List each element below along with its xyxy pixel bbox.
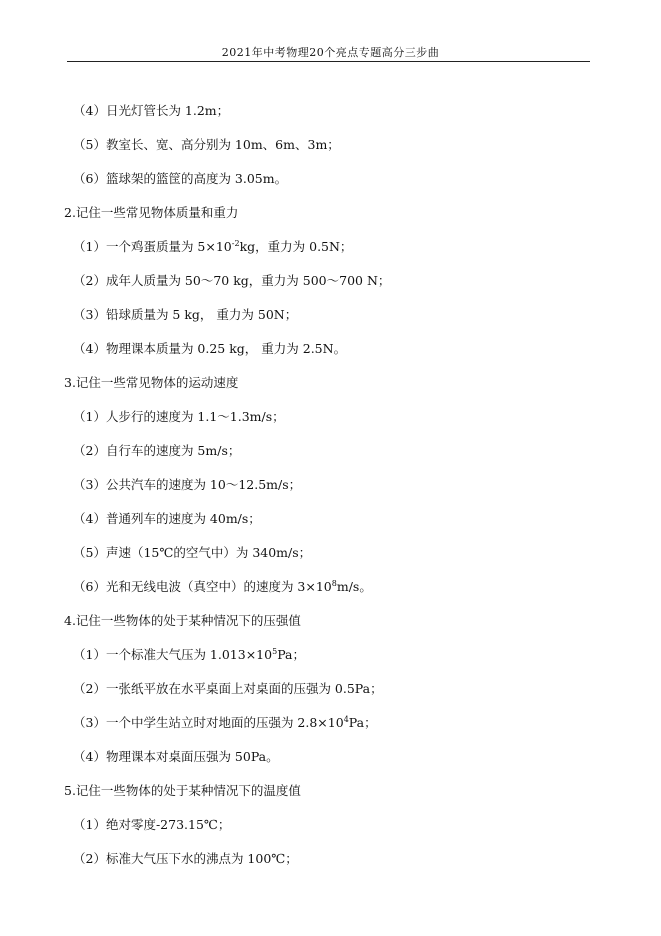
- list-item: （2）标准大气压下水的沸点为 100℃；: [73, 851, 298, 866]
- text-run: kg，重力为 0.5N；: [239, 239, 353, 254]
- list-item: [73, 239, 352, 255]
- text-run: （1）一个标准大气压为 1.013×10: [73, 647, 273, 662]
- text-run: Pa；: [348, 715, 377, 730]
- superscript: 8: [331, 578, 337, 588]
- section-heading: 4.记住一些物体的处于某种情况下的压强值: [64, 613, 301, 628]
- text-run: m/s。: [336, 579, 372, 594]
- section-heading: 5.记住一些物体的处于某种情况下的温度值: [64, 783, 301, 798]
- text-run: （3）一个中学生站立时对地面的压强为 2.8×10: [73, 715, 344, 730]
- list-item: （5）声速（15℃的空气中）为 340m/s；: [73, 545, 312, 560]
- list-item: （4）物理课本质量为 0.25 kg， 重力为 2.5N。: [73, 341, 347, 356]
- list-item: （2）一张纸平放在水平桌面上对桌面的压强为 0.5Pa；: [73, 681, 383, 696]
- list-item: （1）人步行的速度为 1.1～1.3m/s；: [73, 409, 285, 424]
- page-header-title: 2021年中考物理20个亮点专题高分三步曲: [221, 46, 440, 59]
- text-run: （1）一个鸡蛋质量为 5×10: [73, 239, 232, 254]
- list-item: （4）物理课本对桌面压强为 50Pa。: [73, 749, 279, 764]
- superscript: 4: [343, 714, 349, 724]
- list-item: （6）篮球架的篮筐的高度为 3.05m。: [73, 171, 288, 186]
- section-heading: 3.记住一些常见物体的运动速度: [64, 375, 239, 390]
- list-item: （3）铅球质量为 5 kg， 重力为 50N；: [73, 307, 298, 322]
- list-item: （5）教室长、宽、高分别为 10m、6m、3m；: [73, 137, 340, 152]
- section-heading: 2.记住一些常见物体质量和重力: [64, 205, 239, 220]
- list-item: （2）成年人质量为 50～70 kg，重力为 500～700 N；: [73, 273, 391, 288]
- superscript: 5: [272, 646, 278, 656]
- list-item: [73, 579, 372, 595]
- text-run: Pa；: [277, 647, 305, 662]
- list-item: [73, 715, 377, 731]
- list-item: （4）普通列车的速度为 40m/s；: [73, 511, 261, 526]
- list-item: （1）绝对零度-273.15℃；: [73, 817, 231, 832]
- text-run: （6）光和无线电波（真空中）的速度为 3×10: [73, 579, 332, 594]
- list-item: （3）公共汽车的速度为 10～12.5m/s；: [73, 477, 302, 492]
- header-divider: [67, 61, 590, 62]
- superscript: -2: [231, 238, 240, 248]
- list-item: （2）自行车的速度为 5m/s；: [73, 443, 241, 458]
- list-item: [73, 647, 305, 663]
- list-item: （4）日光灯管长为 1.2m；: [73, 103, 230, 118]
